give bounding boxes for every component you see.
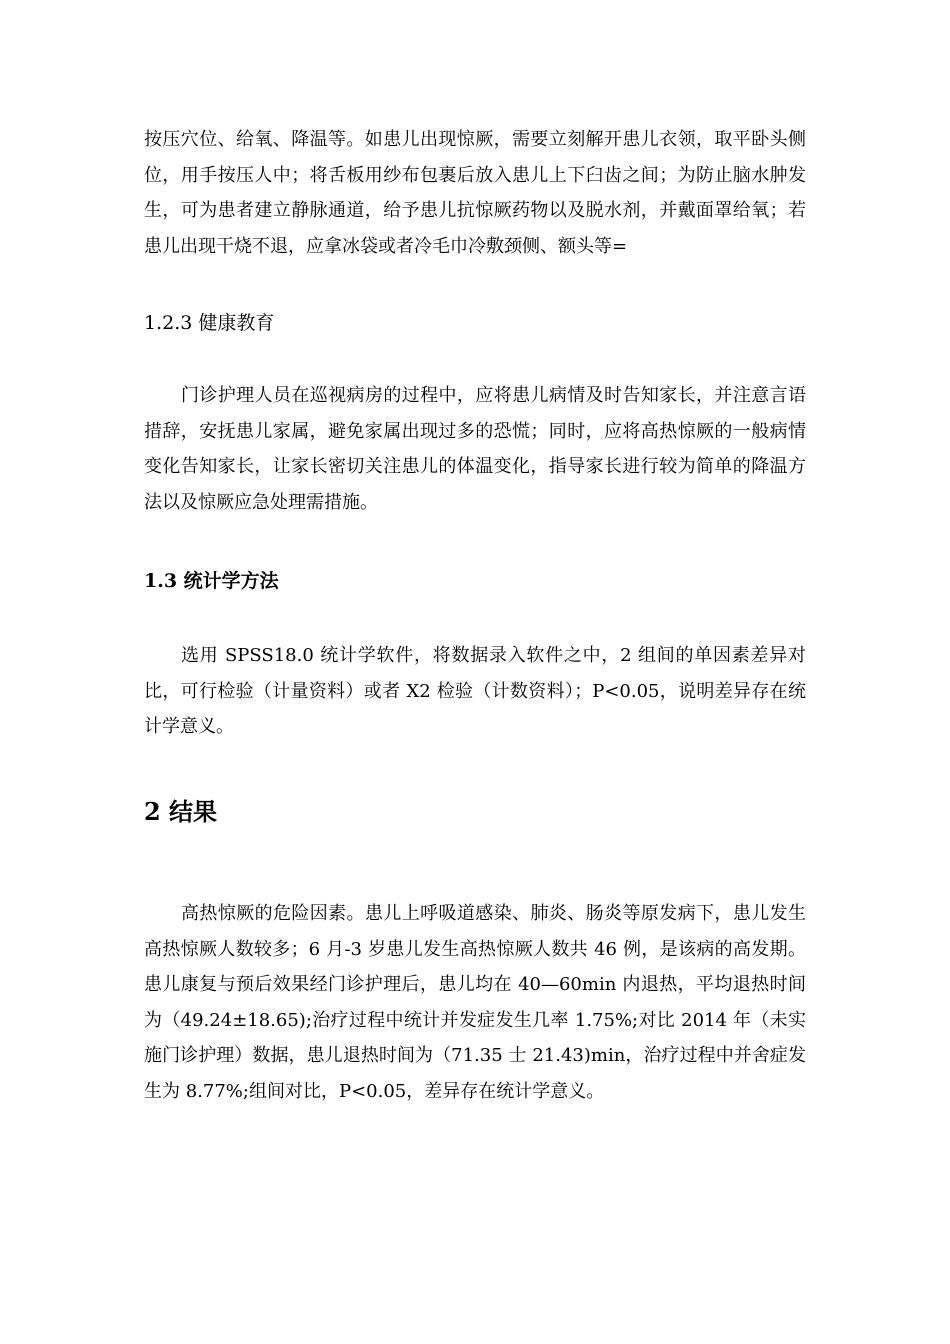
paragraph-health-education: 门诊护理人员在巡视病房的过程中，应将患儿病情及时告知家长，并注意言语措辞，安抚患儿家属，避免家属出现过多的恐慌；同时，应将高热惊厥的一般病情变化告知家长，让家长密切关注患儿的体温变化，指导家长进行较为简单的降温方法以及惊厥应急处理需措施。 — [144, 385, 806, 513]
heading-statistical-methods: 1.3 统计学方法 — [144, 570, 279, 592]
paragraph-statistical-methods: 选用 SPSS18.0 统计学软件，将数据录入软件之中，2 组间的单因素差异对比，可行检验（计量资料）或者 X2 检验（计数资料）；P<0.05，说明差异存在统计学意义。 — [144, 645, 806, 737]
paragraph-results: 高热惊厥的危险因素。患儿上呼吸道感染、肺炎、肠炎等原发病下，患儿发生高热惊厥人数较多；6 月-3 岁患儿发生高热惊厥人数共 46 例，是该病的高发期。患儿康复与预后效果经门诊护理后，患儿均在 40—60min 内退热，平均退热时间为（49.24±18.65);治疗过程中统计并发症发生几率 1.75%;对比 2014 年（未实施门诊护理）数据，患儿退热时间为（71.35 士 21.43)min，治疗过程中并舍症发生为 8.77%;组间对比，P<0.05，差异存在统计学意义。 — [144, 903, 806, 1102]
heading-results: 2 结果 — [144, 797, 218, 826]
paragraph-nursing-measures: 按压穴位、给氧、降温等。如患儿出现惊厥，需要立刻解开患儿衣领，取平卧头侧位，用手按压人中；将舌板用纱布包裹后放入患儿上下臼齿之间；为防止脑水肿发生，可为患者建立静脉通道，给予患儿抗惊厥药物以及脱水剂，并戴面罩给氧；若患儿出现干烧不退，应拿冰袋或者冷毛巾冷敷颈侧、额头等= — [144, 129, 806, 257]
heading-health-education: 1.2.3 健康教育 — [144, 312, 275, 334]
